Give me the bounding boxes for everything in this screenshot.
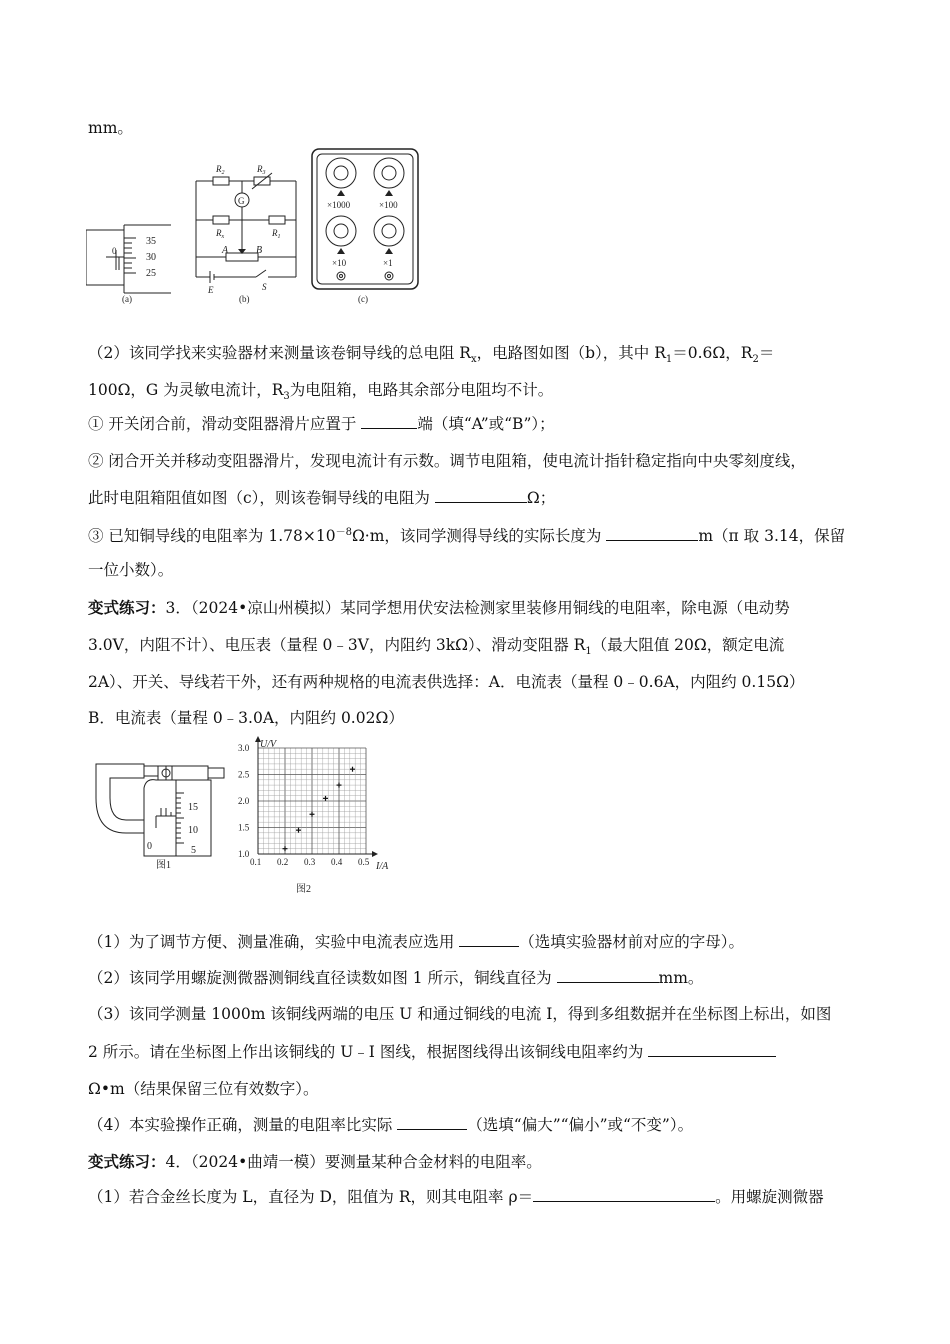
data-point bbox=[296, 828, 301, 833]
multiplier-label: ×100 bbox=[379, 200, 398, 210]
text-line: 100Ω，G 为灵敏电流计，$R_3$为电阻箱，电路其余部分电阻均不计。 bbox=[88, 381, 554, 403]
y-tick-label: 2.0 bbox=[238, 796, 250, 806]
tick-label: 15 bbox=[188, 802, 198, 813]
circuit-label: $R_x$ bbox=[216, 228, 225, 240]
answer-blank[interactable] bbox=[397, 1115, 467, 1130]
text-line: （2）该同学找来实验器材来测量该卷铜导线的总电阻 $R_x$，电路图如图（b），其中 $R_1=0.6\Omega$，$R_2=$ bbox=[88, 344, 775, 366]
answer-blank[interactable] bbox=[459, 932, 519, 947]
x-tick-label: 0.1 bbox=[250, 857, 262, 867]
zero-label: 0 bbox=[147, 841, 152, 852]
data-point bbox=[323, 796, 328, 801]
line-text: mm。 bbox=[88, 119, 133, 137]
y-tick-label: 1.5 bbox=[238, 822, 250, 833]
y-tick-label: 3.0 bbox=[238, 743, 250, 753]
circuit-label: A bbox=[222, 245, 229, 256]
tick-label: 35 bbox=[146, 236, 156, 247]
dial-100 bbox=[374, 158, 404, 188]
text-line: B．电流表（量程 0﹣3.0A，内阻约 0.02Ω） bbox=[88, 709, 404, 727]
y-tick-label: 1.0 bbox=[238, 849, 250, 859]
multiplier-label: ×10 bbox=[332, 258, 347, 268]
dial-1 bbox=[374, 216, 404, 246]
text-line: 变式练习：3．（2024•凉山州模拟）某同学想用伏安法检测家里装修用铜线的电阻率，除电源（电动势 bbox=[88, 598, 790, 617]
terminal bbox=[337, 272, 393, 280]
circuit-label: $R_3$ bbox=[257, 164, 266, 176]
text-line: 变式练习：4．（2024•曲靖一模）要测量某种合金材料的电阻率。 bbox=[88, 1152, 542, 1171]
dial-10 bbox=[326, 216, 356, 246]
x-axis-arrow bbox=[372, 851, 378, 857]
resistance-box-c bbox=[312, 149, 418, 289]
circuit-label: G bbox=[238, 196, 245, 206]
circuit-figure bbox=[86, 145, 431, 305]
x-tick-label: 0.5 bbox=[358, 857, 370, 867]
x-tick-label: 0.3 bbox=[304, 857, 316, 867]
tick-label: 10 bbox=[188, 825, 198, 836]
x-tick-label: 0.2 bbox=[277, 857, 289, 867]
text-line: Ω•m（结果保留三位有效数字）。 bbox=[88, 1080, 319, 1098]
text-line: 2A）、开关、导线若干外，还有两种规格的电流表供选择：A．电流表（量程 0﹣0.6A，内阻约 0.15Ω） bbox=[88, 673, 805, 691]
text-line: （1）若合金丝长度为 L，直径为 D，阻值为 R，则其电阻率 ρ＝ 。用螺旋测微器 bbox=[88, 1188, 824, 1206]
circuit-label: $R_1$ bbox=[272, 228, 281, 240]
figure-caption: (b) bbox=[239, 294, 250, 304]
circuit-label: $R_2$ bbox=[216, 164, 225, 176]
tick-label: 25 bbox=[146, 268, 156, 279]
answer-blank[interactable] bbox=[435, 488, 527, 503]
circuit-label: S bbox=[262, 282, 267, 292]
multiplier-label: ×1 bbox=[383, 258, 393, 268]
data-point bbox=[350, 767, 355, 772]
circuit-label: E bbox=[208, 285, 214, 295]
text-line: 3.0V，内阻不计）、电压表（量程 0﹣3V，内阻约 3kΩ）、滑动变阻器 $R_1$（最大阻值 20Ω，额定电流 bbox=[88, 636, 785, 658]
data-point bbox=[283, 846, 288, 851]
text-line: 一位小数）。 bbox=[88, 561, 174, 579]
answer-blank[interactable] bbox=[361, 414, 417, 429]
text-line: ① 开关闭合前，滑动变阻器滑片应置于 端（填“A”或“B”）； bbox=[88, 415, 555, 433]
text-line: ② 闭合开关并移动变阻器滑片，发现电流计有示数。调节电阻箱，使电流计指针稳定指向中央零刻度线， bbox=[88, 452, 806, 470]
figure-caption: 图1 bbox=[156, 860, 171, 871]
multiplier-label: ×1000 bbox=[327, 200, 351, 210]
axis-label-y: U/V bbox=[260, 739, 277, 750]
figure-caption: (a) bbox=[122, 294, 132, 304]
variant-label: 变式练习： bbox=[88, 1152, 166, 1171]
u-i-graph bbox=[236, 736, 396, 896]
answer-blank[interactable] bbox=[606, 526, 698, 541]
answer-blank[interactable] bbox=[533, 1187, 715, 1202]
x-tick-label: 0.4 bbox=[331, 857, 343, 867]
data-point bbox=[310, 812, 315, 817]
micrometer-scale-a bbox=[86, 225, 171, 293]
text-line: （3）该同学测量 1000m 该铜线两端的电压 U 和通过铜线的电流 I，得到多组数据并在坐标图上标出，如图 bbox=[88, 1005, 832, 1023]
tick-label: 30 bbox=[146, 252, 156, 263]
text-line: 此时电阻箱阻值如图（c），则该卷铜导线的电阻为 Ω； bbox=[88, 489, 556, 507]
text-line: ③ 已知铜导线的电阻率为 $1.78\times 10^{-8}\Omega\cdot m$，该同学测得导线的实际长度为 m（π 取 3.14，保留 bbox=[88, 527, 846, 546]
answer-blank[interactable] bbox=[648, 1042, 776, 1057]
text-line: （4）本实验操作正确，测量的电阻率比实际 （选填“偏大”“偏小”或“不变”）。 bbox=[88, 1116, 694, 1134]
text-line: （1）为了调节方便、测量准确，实验中电流表应选用 （选填实验器材前对应的字母）。 bbox=[88, 933, 745, 951]
tick-label: 5 bbox=[191, 845, 196, 856]
axis-label-x: I/A bbox=[376, 861, 389, 872]
data-point bbox=[337, 783, 342, 788]
micrometer-figure bbox=[86, 738, 231, 873]
figure-caption: 图2 bbox=[296, 884, 311, 895]
text-line bbox=[88, 118, 133, 138]
figure-caption: (c) bbox=[358, 294, 368, 304]
y-tick-label: 2.5 bbox=[238, 769, 250, 780]
answer-blank[interactable] bbox=[557, 968, 659, 983]
dial-1000 bbox=[326, 158, 356, 188]
variant-label: 变式练习： bbox=[88, 598, 166, 617]
text-line: （2）该同学用螺旋测微器测铜线直径读数如图 1 所示，铜线直径为 mm。 bbox=[88, 969, 704, 987]
circuit-diagram-b bbox=[196, 173, 296, 283]
zero-label: 0 bbox=[112, 246, 117, 256]
circuit-label: B bbox=[256, 245, 263, 256]
text-line: 2 所示。请在坐标图上作出该铜线的 U﹣I 图线，根据图线得出该铜线电阻率约为 bbox=[88, 1042, 776, 1062]
